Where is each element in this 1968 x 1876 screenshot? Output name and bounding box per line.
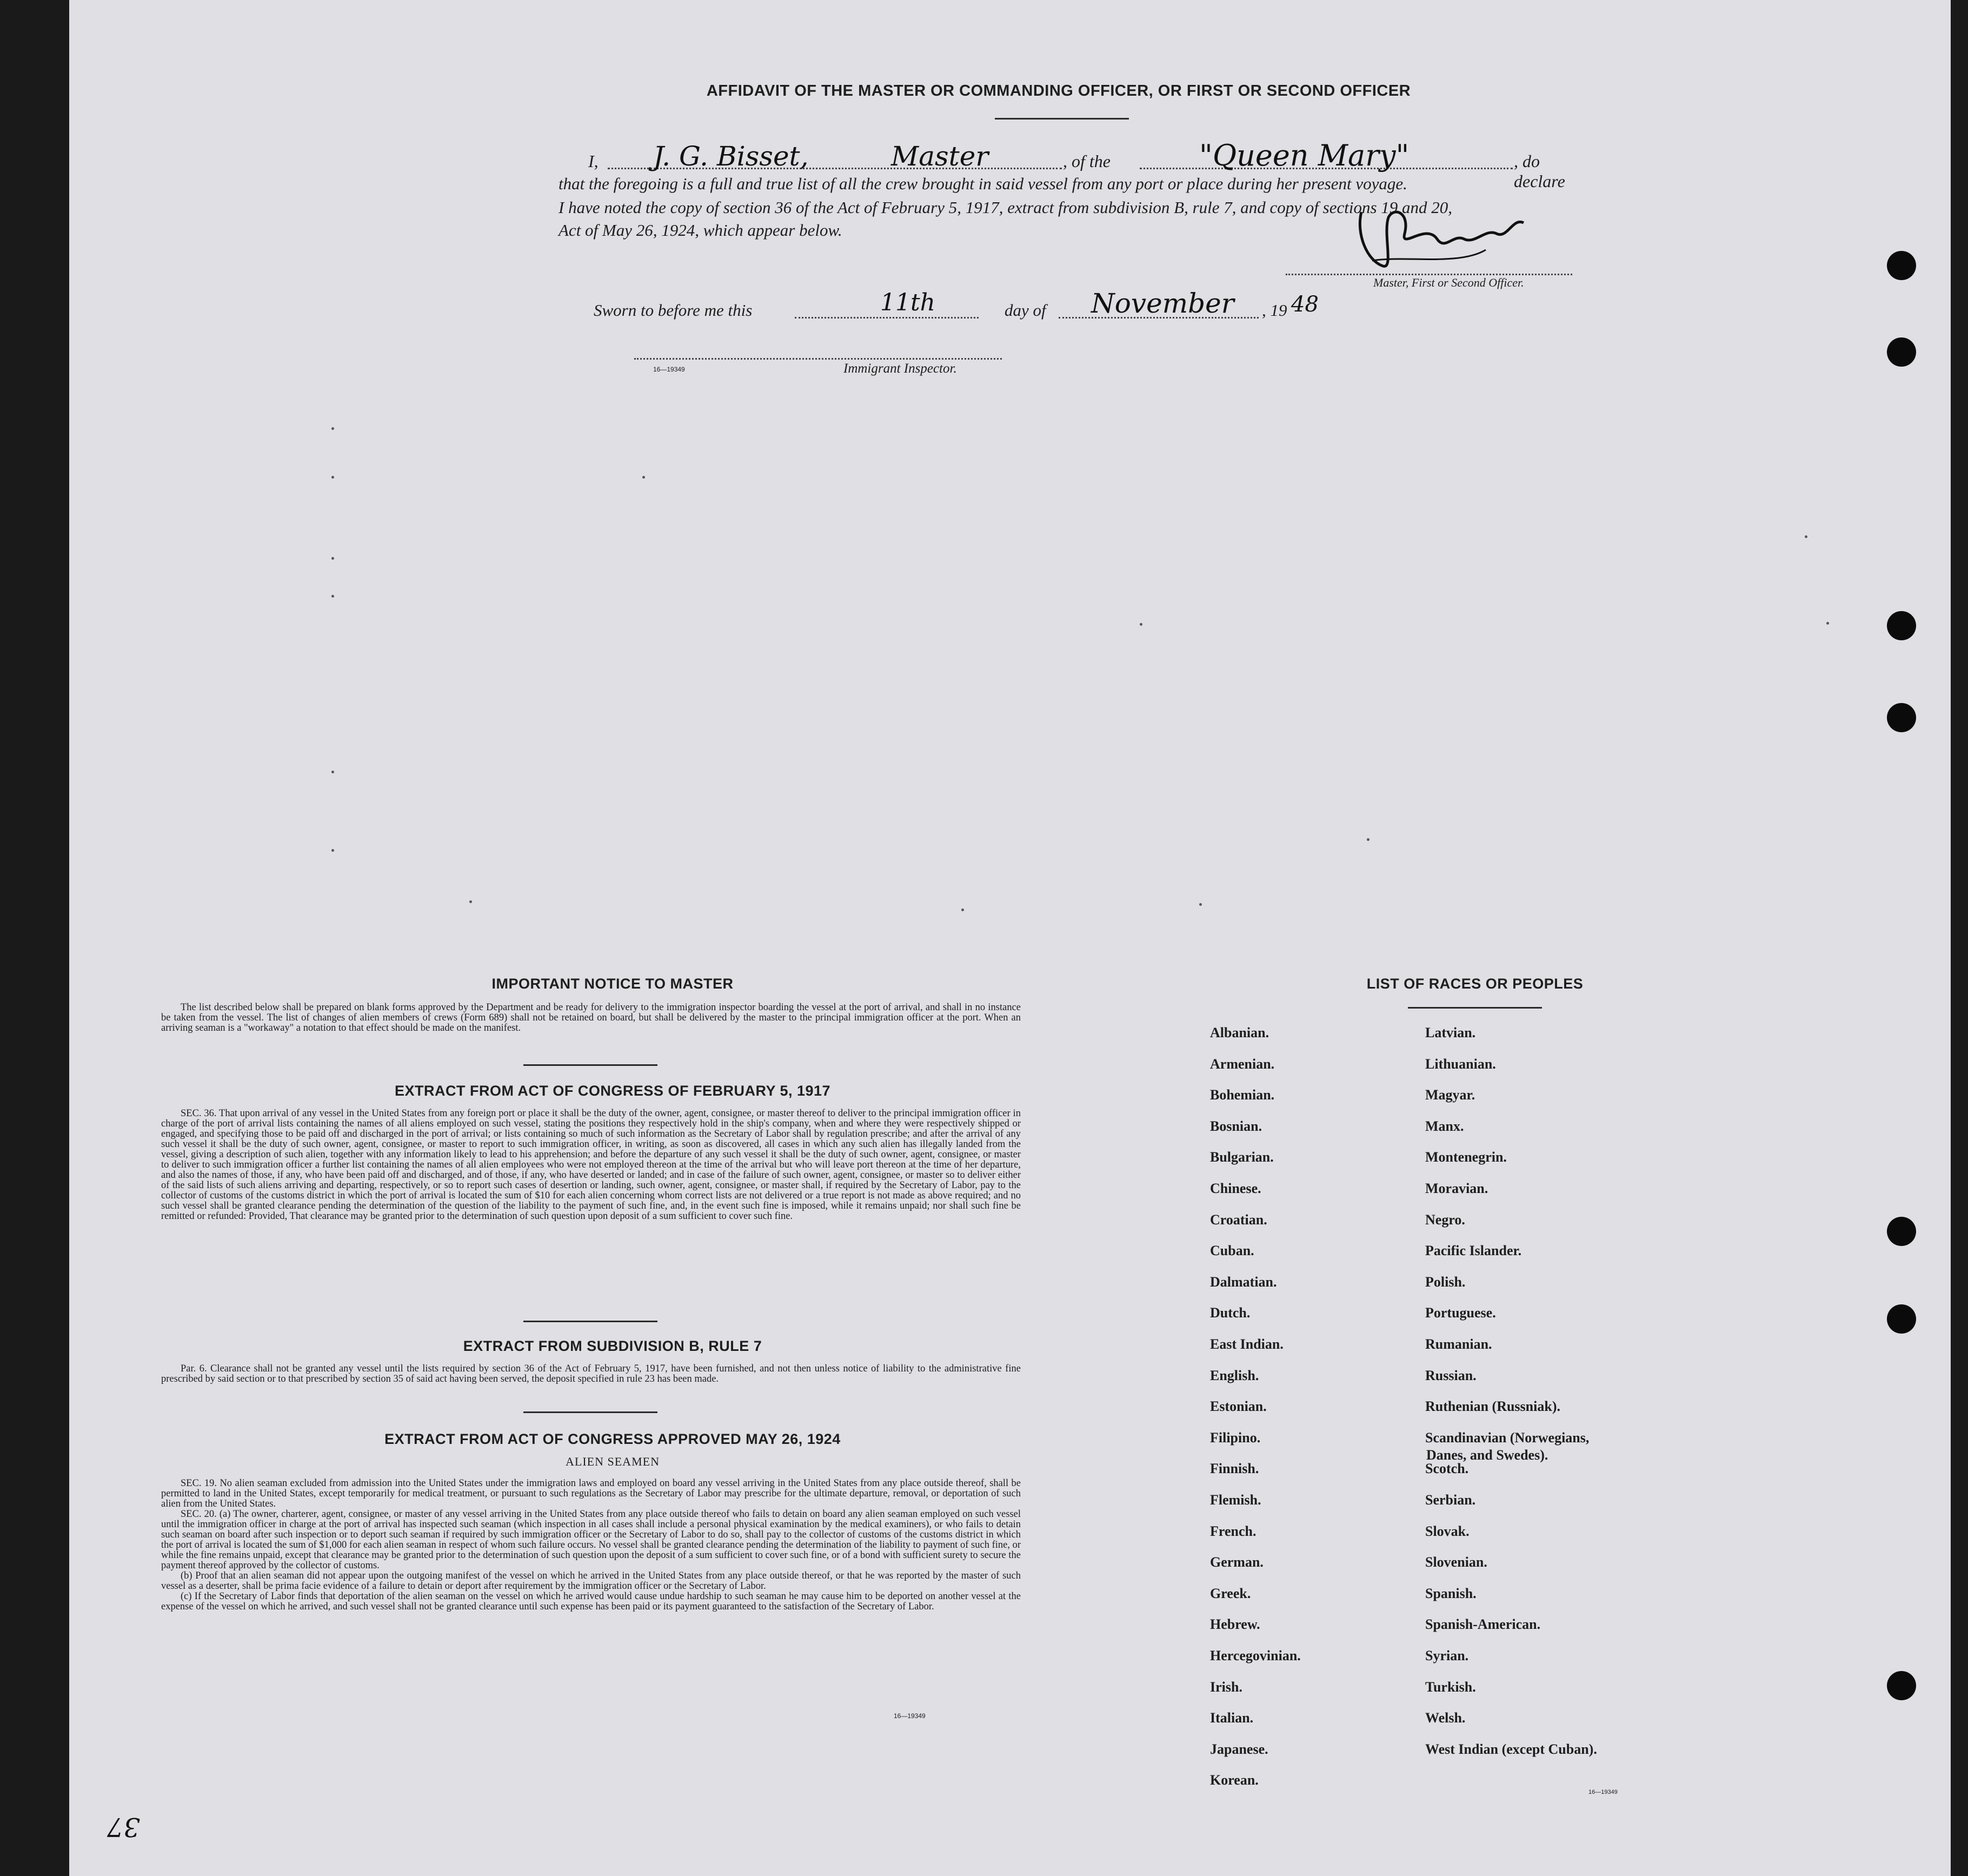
race-item: Polish.: [1425, 1274, 1466, 1290]
races-title: LIST OF RACES OR PEOPLES: [1366, 976, 1584, 992]
race-item: Welsh.: [1425, 1710, 1466, 1726]
document-page: [69, 0, 1951, 1876]
sworn-label: Sworn to before me this: [594, 301, 753, 320]
par6-text: Par. 6. Clearance shall not be granted any vessel until the lists required by section 36 of the Act of February 5, 1917, have been furnished, and not then unless notice of liability to the administrative fine prescribed by said section or to that prescribed by section 35 of said act having been served, the deposit specified in rule 23 has been made.: [161, 1363, 1021, 1384]
notice-body: [161, 1003, 1021, 1033]
title-divider: [995, 118, 1129, 120]
race-item: Cuban.: [1210, 1243, 1254, 1259]
speck: [1826, 622, 1829, 625]
extract-1917-body: [161, 1109, 1021, 1222]
speck: [331, 476, 334, 479]
speck: [642, 476, 645, 479]
speck: [1140, 623, 1142, 626]
do-declare-label: , do declare: [1514, 151, 1565, 191]
race-item: Croatian.: [1210, 1211, 1267, 1228]
races-form-number: 16—19349: [1588, 1789, 1618, 1795]
race-item: Bulgarian.: [1210, 1149, 1274, 1165]
punch-hole-6: [1887, 1304, 1916, 1334]
sec19-text: SEC. 19. No alien seaman excluded from admission into the United States under the immigration laws and employed on board any vessel arriving in the United States from any place outside thereof, shall be permitted to land in the United States, except temporarily for medical treatment, or pursuant to such regulations as the Secretary of Labor may prescribe for the ultimate departure, removal, or deportation of such alien from the United States.: [161, 1478, 1021, 1509]
speck: [331, 557, 334, 560]
master-name: J. G. Bisset,: [653, 141, 809, 172]
extract-1924-title: EXTRACT FROM ACT OF CONGRESS APPROVED MAY 26, 1924: [384, 1431, 841, 1447]
race-item: Rumanian.: [1425, 1336, 1492, 1352]
master-signature: [1351, 201, 1534, 277]
race-item: Montenegrin.: [1425, 1149, 1507, 1165]
affidavit-line4: Act of May 26, 1924, which appear below.: [559, 221, 842, 240]
race-item: Latvian.: [1425, 1025, 1476, 1040]
race-item: Manx.: [1425, 1118, 1464, 1134]
extract-1917-title: EXTRACT FROM ACT OF CONGRESS OF FEBRUARY 5, 1917: [394, 1083, 831, 1099]
notice-divider: [523, 1064, 657, 1066]
sworn-day: 11th: [880, 289, 936, 316]
signature-line: [1286, 274, 1572, 275]
races-divider: [1408, 1007, 1542, 1009]
speck: [961, 909, 964, 911]
punch-hole-7: [1887, 1671, 1916, 1700]
race-item: Bohemian.: [1210, 1087, 1275, 1103]
speck: [469, 900, 472, 903]
race-item: Hercegovinian.: [1210, 1648, 1301, 1663]
race-item: Danes, and Swedes).: [1426, 1447, 1548, 1463]
punch-hole-5: [1887, 1217, 1916, 1246]
year-suffix: 48: [1291, 292, 1319, 317]
sec20c-text: (c) If the Secretary of Labor finds that deportation of the alien seaman on the vessel on which he arrived would cause undue hardship to such seaman he may cause him to be deported on another vessel at the expense of the vessel on which he arrived, and such vessel shall not be granted clearance until such expense has been paid or its payment guaranteed to the satisfaction of the Secretary of Labor.: [161, 1591, 1021, 1612]
rule7-body: [161, 1364, 1021, 1384]
race-item: Syrian.: [1425, 1648, 1469, 1663]
race-item: Greek.: [1210, 1585, 1251, 1601]
race-item: Turkish.: [1425, 1679, 1476, 1695]
extract-1917-divider: [523, 1321, 657, 1322]
race-item: Chinese.: [1210, 1181, 1261, 1196]
punch-hole-3: [1887, 611, 1916, 640]
race-item: Serbian.: [1425, 1492, 1476, 1508]
master-title: Master: [891, 141, 989, 172]
alien-seamen-subtitle: ALIEN SEAMEN: [566, 1455, 660, 1468]
race-item: English.: [1210, 1367, 1259, 1383]
inspector-label: Immigrant Inspector.: [843, 361, 957, 376]
race-item: Portuguese.: [1425, 1305, 1496, 1321]
punch-hole-2: [1887, 337, 1916, 367]
sworn-month: November: [1091, 288, 1234, 319]
speck: [331, 849, 334, 852]
race-item: French.: [1210, 1523, 1256, 1539]
notice-title: IMPORTANT NOTICE TO MASTER: [491, 976, 734, 992]
sec36-text: SEC. 36. That upon arrival of any vessel in the United States from any foreign port or place it shall be the duty of the owner, agent, consignee, or master thereof to deliver to the principal immigration officer in charge of the port of arrival lists containing the names of all aliens employed on such vessel, stating the positions they respectively hold in the ship's company, when and where they were respectively shipped or engaged, and specifying those to be paid off and discharged in the port of arrival; or lists containing so much of such information as the Secretary of Labor shall by regulation prescribe; and after the arrival of any such vessel it shall be the duty of such owner, agent, consignee, or master to report to such immigration officer, in writing, as soon as discovered, all cases in which any such alien has illegally landed from the vessel, giving a description of such alien, together with any information likely to lead to his apprehension; and before the departure of any such vessel it shall be the duty of such owner, agent, consignee, or master to deliver to such immigration officer a further list containing the names of all alien employees who were not employed thereon at the time of the arrival but who will leave port thereon at the time of her departure, and also the names of those, if any, who have been paid off and discharged, and of those, if any, who have deserted or landed; and in case of the failure of such owner, agent, consignee, or master so to deliver either of the said lists of such aliens arriving and departing, respectively, or so to report such cases of desertion or landing, such owner, agent, consignee, or master shall, if required by the Secretary of Labor, pay to the collector of customs of the customs district in which the port of arrival is located the sum of $10 for each alien concerning whom correct lists are not delivered or a true report is not made as above required; and no such vessel shall be granted clearance pending the determination of the question of the liability to the payment of such fine, and, in the event such fine is imposed, while it remains unpaid; nor shall such fine be remitted or refunded: Provided, That clearance may be granted prior to the determination of such question upon deposit of a sum sufficient to cover such fine.: [161, 1108, 1021, 1222]
race-item: Dutch.: [1210, 1305, 1251, 1321]
extract-1924-body: [161, 1479, 1021, 1612]
race-item: Japanese.: [1210, 1741, 1268, 1757]
inspector-line: [634, 358, 1002, 360]
speck: [1199, 903, 1202, 906]
race-item: Scotch.: [1425, 1461, 1469, 1477]
vessel-name: "Queen Mary": [1199, 138, 1409, 173]
speck: [1367, 838, 1369, 841]
race-item: Slovak.: [1425, 1523, 1470, 1539]
race-item: Armenian.: [1210, 1056, 1275, 1072]
sec20b-text: (b) Proof that an alien seaman did not appear upon the outgoing manifest of the vessel on which he arrived in the United States from any place outside thereof, or that he was reported by the master of such vessel as a deserter, shall be prima facie evidence of a failure to detain or deport after requirement by the immigration officer or the Secretary of Labor.: [161, 1570, 1021, 1592]
race-item: Estonian.: [1210, 1398, 1267, 1415]
rule7-title: EXTRACT FROM SUBDIVISION B, RULE 7: [463, 1338, 762, 1354]
punch-hole-1: [1887, 251, 1916, 280]
race-item: Finnish.: [1210, 1461, 1259, 1477]
i-label: I,: [588, 151, 599, 171]
rule7-divider: [523, 1411, 657, 1413]
affidavit-title: AFFIDAVIT OF THE MASTER OR COMMANDING OFFICER, OR FIRST OR SECOND OFFICER: [706, 82, 1411, 100]
race-item: Albanian.: [1210, 1025, 1269, 1040]
year-prefix: , 19: [1262, 301, 1287, 320]
race-item: Lithuanian.: [1425, 1056, 1496, 1072]
punch-hole-4: [1887, 703, 1916, 732]
race-item: Spanish.: [1425, 1585, 1477, 1601]
sworn-row: [594, 288, 1383, 330]
race-item: Russian.: [1425, 1367, 1477, 1383]
sec20a-text: SEC. 20. (a) The owner, charterer, agent, consignee, or master of any vessel arriving in the United States from any place outside thereof who fails to detain on board any alien seaman employed on such vessel until the immigration officer in charge at the port of arrival has inspected such seaman (which inspection in all cases shall include a personal physical examination by the medical examiners), or who fails to detain such seaman on board after such inspection or to deport such seaman if required by such immigration officer or the Secretary of Labor to do so, shall pay to the collector of customs of the customs district in which the port of arrival is located the sum of $1,000 for each alien seaman in respect of whom such failure occurs. No vessel shall be granted clearance pending the determination of the liability to payment of such fine, or while the fine remains unpaid, except that clearance may be granted prior to the determination of such question upon the deposit of a sum sufficient to cover such fine, or of a bond with sufficient surety to secure the payment thereof approved by the collector of customs.: [161, 1509, 1021, 1571]
race-item: Hebrew.: [1210, 1616, 1260, 1633]
notice-text: The list described below shall be prepared on blank forms approved by the Department and be ready for delivery to the immigration inspector boarding the vessel at the port of arrival, and shall in no instance be taken from the vessel. The list of changes of alien members of crews (Form 689) shall not be retained on board, but shall be delivered by the master to the principal immigration officer at the port. When an arriving seaman is a "workaway" a notation to that effect should be made on the manifest.: [161, 1002, 1021, 1033]
race-item: Filipino.: [1210, 1429, 1261, 1446]
race-item: West Indian (except Cuban).: [1425, 1741, 1597, 1757]
race-item: Slovenian.: [1425, 1554, 1487, 1570]
day-of-label: day of: [1005, 301, 1046, 320]
extract-form-number: 16—19349: [894, 1712, 926, 1720]
affidavit-line2: that the foregoing is a full and true list of all the crew brought in said vessel from any port or place during her present voyage.: [559, 174, 1407, 193]
race-item: Italian.: [1210, 1710, 1254, 1726]
race-item: Moravian.: [1425, 1181, 1488, 1196]
race-item: Pacific Islander.: [1425, 1243, 1522, 1259]
signature-caption: Master, First or Second Officer.: [1373, 276, 1524, 289]
margin-note: 37: [107, 1812, 141, 1842]
speck: [1805, 535, 1807, 538]
race-item: Korean.: [1210, 1772, 1259, 1788]
race-item: Ruthenian (Russniak).: [1425, 1398, 1560, 1415]
race-item: Flemish.: [1210, 1492, 1261, 1508]
race-item: Scandinavian (Norwegians,: [1425, 1429, 1590, 1446]
race-item: Bosnian.: [1210, 1118, 1262, 1134]
speck: [331, 771, 334, 773]
race-item: Magyar.: [1425, 1087, 1475, 1103]
affidavit-line3: I have noted the copy of section 36 of the Act of February 5, 1917, extract from subdivision B, rule 7, and copy of sections 19 and 20,: [559, 198, 1453, 217]
speck: [331, 427, 334, 430]
race-item: German.: [1210, 1554, 1264, 1570]
race-item: Irish.: [1210, 1679, 1242, 1695]
race-item: East Indian.: [1210, 1336, 1284, 1352]
race-item: Dalmatian.: [1210, 1274, 1277, 1290]
race-item: Spanish-American.: [1425, 1616, 1541, 1633]
race-item: Negro.: [1425, 1211, 1465, 1228]
speck: [331, 595, 334, 598]
sworn-day-line: [795, 317, 979, 319]
of-the-label: , of the: [1063, 151, 1111, 171]
affidavit-form-number: 16—19349: [653, 366, 685, 373]
